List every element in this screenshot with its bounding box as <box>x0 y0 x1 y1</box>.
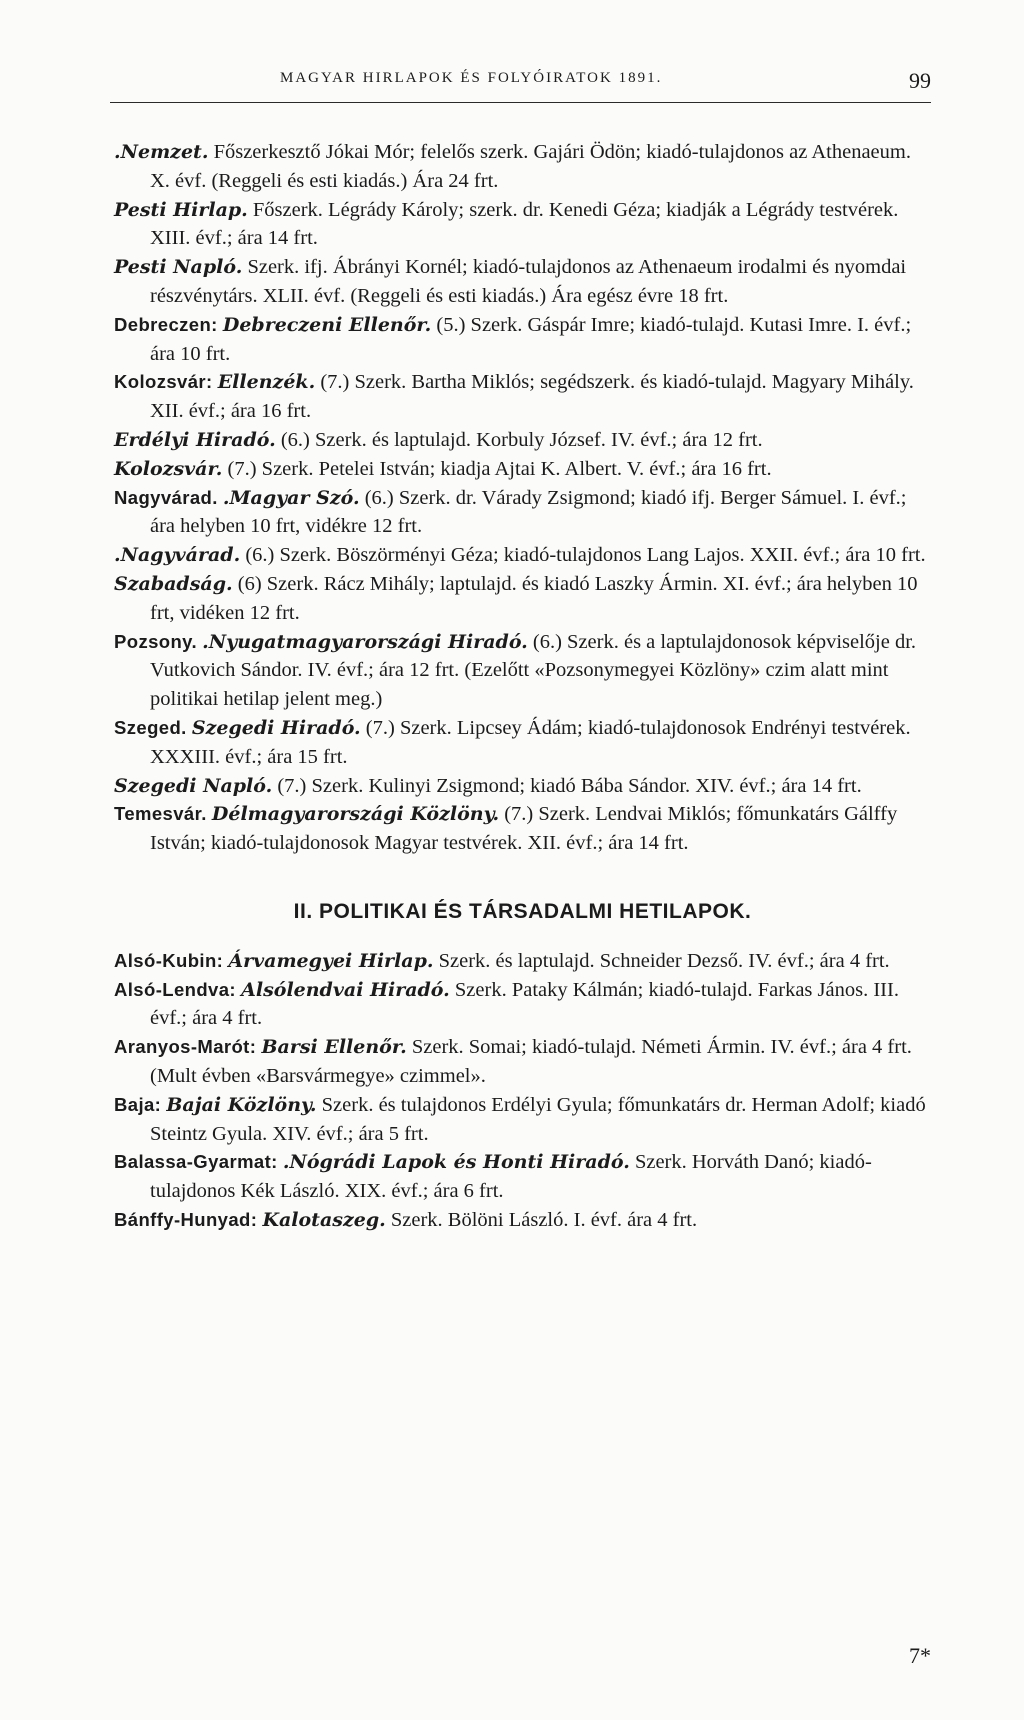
entry-text: (6) Szerk. Rácz Mihály; laptulajd. és kiadó Laszky Ármin. XI. évf.; ára helyben 10 frt, vidéken 12 frt. <box>150 572 918 624</box>
entry-text: (6.) Szerk. Böszörményi Géza; kiadó-tulajdonos Lang Lajos. XXII. évf.; ára 10 frt. <box>240 544 926 567</box>
list-item <box>114 138 931 196</box>
entry-text: Szerk. Bölöni László. I. évf. ára 4 frt. <box>385 1208 698 1231</box>
paper-title: .Nagyvárad. <box>114 544 241 567</box>
place-name: Nagyvárad. <box>114 486 218 508</box>
paper-title: Délmagyarországi Közlöny. <box>211 803 500 826</box>
list-item <box>114 541 931 570</box>
list-item <box>114 714 931 772</box>
page-number: 99 <box>909 68 931 93</box>
list-item <box>114 253 931 311</box>
list-item <box>114 772 931 801</box>
place-name: Balassa-Gyarmat: <box>114 1151 278 1173</box>
entry-text: Szerk. Pataky Kálmán; kiadó-tulajd. Farkas János. III. évf.; ára 4 frt. <box>150 978 899 1030</box>
place-name: Aranyos-Marót: <box>114 1036 257 1058</box>
entries-daily <box>114 138 931 858</box>
entry-text: (5.) Szerk. Gáspár Imre; kiadó-tulajd. Kutasi Imre. I. évf.; ára 10 frt. <box>150 313 912 365</box>
paper-title: Szegedi Hiradó. <box>191 716 361 739</box>
paper-title: Árvamegyei Hirlap. <box>228 949 434 972</box>
place-name: Bánffy-Hunyad: <box>114 1208 258 1230</box>
place-name: Debreczen: <box>114 313 218 335</box>
place-name: Alsó-Kubin: <box>114 949 224 971</box>
entry-text: Főszerk. Légrády Károly; szerk. dr. Kenedi Géza; kiadják a Légrády testvérek. XIII. évf.; ára 14 frt. <box>150 198 899 250</box>
entry-text: Szerk. Somai; kiadó-tulajd. Németi Ármin. IV. évf.; ára 4 frt. (Mult évben «Barsvármegye» czimmel». <box>150 1036 912 1087</box>
place-name: Alsó-Lendva: <box>114 978 236 1000</box>
entry-text: (7.) Szerk. Bartha Miklós; segédszerk. és kiadó-tulajd. Magyary Mihály. XII. évf.; ára 16 frt. <box>150 371 914 423</box>
entry-text: (7.) Szerk. Lipcsey Ádám; kiadó-tulajdonosok Endrényi testvérek. XXXIII. évf.; ára 15 frt. <box>150 716 911 768</box>
entry-text: (6.) Szerk. és a laptulajdonosok képviselője dr. Vutkovich Sándor. IV. évf.; ára 12 frt. (Ezelőtt «Pozsonymegyei Közlöny» czim alatt mint politikai hetilap jelent meg.) <box>150 630 917 711</box>
list-item <box>114 311 931 369</box>
entry-text: (7.) Szerk. Kulinyi Zsigmond; kiadó Bába Sándor. XIV. évf.; ára 14 frt. <box>272 774 862 797</box>
list-item <box>114 976 931 1034</box>
paper-title: Pesti Napló. <box>114 256 243 279</box>
list-item <box>114 426 931 455</box>
paper-title: Debreczeni Ellenőr. <box>222 313 432 336</box>
list-item <box>114 455 931 484</box>
entry-text: Szerk. és tulajdonos Erdélyi Gyula; főmunkatárs dr. Herman Adolf; kiadó Steintz Gyula. XIV. évf.; ára 5 frt. <box>150 1093 926 1145</box>
paper-title: Szabadság. <box>114 572 233 595</box>
list-item <box>114 570 931 628</box>
paper-title: Erdélyi Hiradó. <box>114 428 276 451</box>
paper-title: Kolozsvár. <box>114 457 223 480</box>
paper-title: Barsi Ellenőr. <box>261 1036 407 1059</box>
entry-text: Szerk. Horváth Danó; kiadó-tulajdonos Kék László. XIX. évf.; ára 6 frt. <box>150 1151 872 1203</box>
entry-text: Főszerkesztő Jókai Mór; felelős szerk. Gajári Ödön; kiadó-tulajdonos az Athenaeum. X. évf. (Reggeli és esti kiadás.) Ára 24 frt. <box>150 141 911 192</box>
list-item <box>114 196 931 254</box>
page-body <box>114 138 931 1235</box>
entry-text: Szerk. ifj. Ábrányi Kornél; kiadó-tulajdonos az Athenaeum irodalmi és nyomdai részvénytárs. XLII. évf. (Reggeli és esti kiadás.) Ára egész évre 18 frt. <box>150 256 907 307</box>
entry-text: Szerk. és laptulajd. Schneider Dezső. IV. évf.; ára 4 frt. <box>433 949 890 972</box>
list-item <box>114 1206 931 1235</box>
place-name: Szeged. <box>114 716 187 738</box>
entries-weekly <box>114 947 931 1235</box>
page-header <box>110 66 931 103</box>
section-heading: II. POLITIKAI ÉS TÁRSADALMI HETILAPOK. <box>293 899 752 923</box>
paper-title: Ellenzék. <box>217 371 316 394</box>
signature-mark: 7* <box>909 1643 931 1668</box>
place-name: Baja: <box>114 1093 162 1115</box>
paper-title: .Magyar Szó. <box>222 486 360 509</box>
list-item <box>114 1033 931 1091</box>
paper-title: .Nemzet. <box>114 141 209 163</box>
list-item <box>114 484 931 542</box>
running-title: MAGYAR HIRLAPOK ÉS FOLYÓIRATOK 1891. <box>280 70 663 86</box>
paper-title: Szegedi Napló. <box>114 774 273 797</box>
entry-text: (6.) Szerk. és laptulajd. Korbuly József. IV. évf.; ára 12 frt. <box>275 428 763 451</box>
list-item <box>114 800 931 858</box>
entry-text: (7.) Szerk. Petelei István; kiadja Ajtai K. Albert. V. évf.; ára 16 frt. <box>222 457 772 480</box>
list-item <box>114 1091 931 1149</box>
entry-text: (7.) Szerk. Lendvai Miklós; főmunkatárs Gálffy István; kiadó-tulajdonosok Magyar testvérek. XII. évf.; ára 14 frt. <box>150 803 898 855</box>
list-item <box>114 368 931 426</box>
paper-title: Alsólendvai Hiradó. <box>241 978 450 1001</box>
list-item <box>114 1148 931 1206</box>
place-name: Temesvár. <box>114 803 207 825</box>
paper-title: Kalotaszeg. <box>262 1208 386 1231</box>
list-item <box>114 947 931 976</box>
entry-text: (6.) Szerk. dr. Várady Zsigmond; kiadó ifj. Berger Sámuel. I. évf.; ára helyben 10 frt, vidékre 12 frt. <box>150 486 907 538</box>
paper-title: Pesti Hirlap. <box>114 198 248 221</box>
paper-title: .Nyugatmagyarországi Hiradó. <box>202 630 528 653</box>
paper-title: .Nógrádi Lapok és Honti Hiradó. <box>282 1151 630 1174</box>
place-name: Pozsony. <box>114 630 198 652</box>
list-item <box>114 628 931 714</box>
place-name: Kolozsvár: <box>114 371 213 393</box>
paper-title: Bajai Közlöny. <box>166 1093 317 1116</box>
